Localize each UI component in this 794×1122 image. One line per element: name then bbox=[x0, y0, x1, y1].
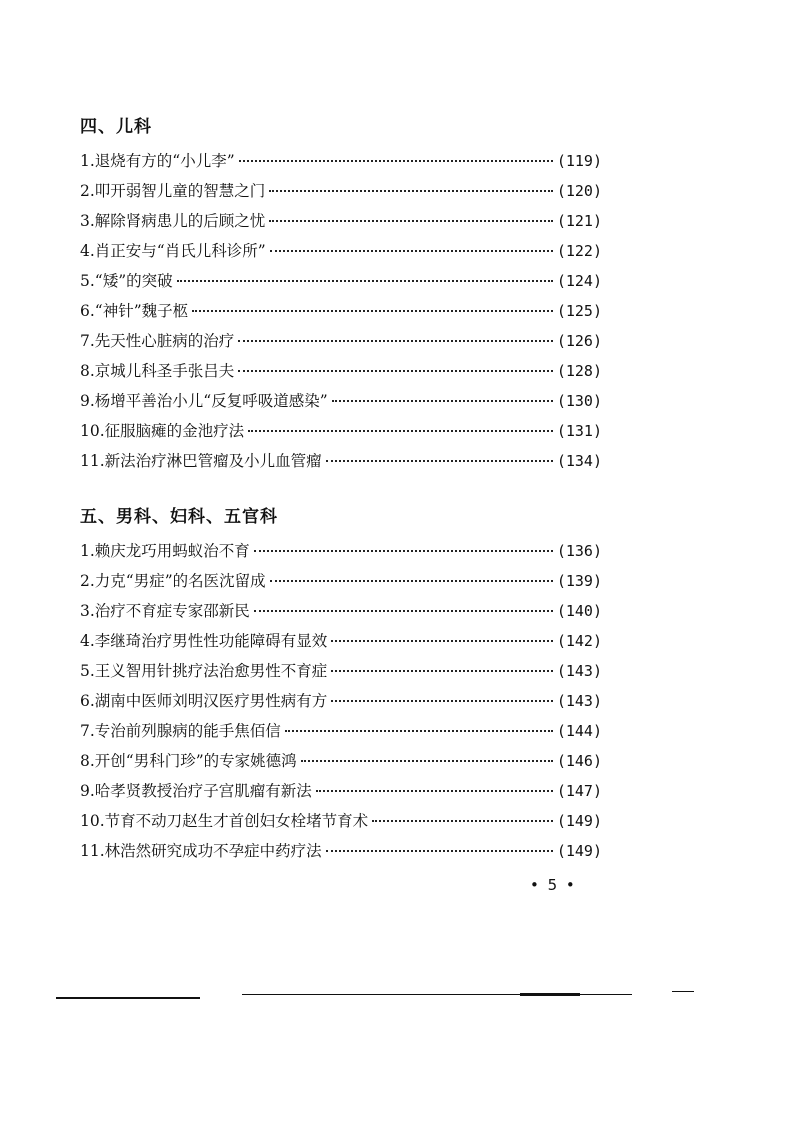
entry-page: (136) bbox=[556, 542, 602, 560]
scan-artifact-line bbox=[520, 993, 580, 996]
entry-page: (147) bbox=[556, 782, 602, 800]
entry-page: (143) bbox=[556, 662, 602, 680]
entry-title: 力克“男症”的名医沈留成 bbox=[94, 572, 266, 590]
entry-title: “矮”的突破 bbox=[94, 272, 173, 290]
dot-leader bbox=[192, 310, 553, 312]
dot-leader bbox=[254, 610, 553, 612]
entry-page: (144) bbox=[556, 722, 602, 740]
toc-entry bbox=[80, 836, 602, 866]
entry-page: (128) bbox=[556, 362, 602, 380]
dot-leader bbox=[332, 400, 553, 402]
entry-title: 林浩然研究成功不孕症中药疗法 bbox=[104, 842, 322, 860]
entry-title: 王义智用针挑疗法治愈男性不育症 bbox=[94, 662, 328, 680]
entry-number: 11. bbox=[80, 452, 105, 470]
entry-number: 1. bbox=[80, 152, 95, 170]
entry-title: 治疗不育症专家邵新民 bbox=[94, 602, 250, 620]
entry-page: (124) bbox=[556, 272, 602, 290]
dot-leader bbox=[372, 820, 553, 822]
toc-entry bbox=[80, 446, 602, 476]
entry-number: 7. bbox=[80, 722, 95, 740]
entry-page: (125) bbox=[556, 302, 602, 320]
entry-number: 5. bbox=[80, 272, 95, 290]
dot-leader bbox=[331, 670, 553, 672]
entry-page: (130) bbox=[556, 392, 602, 410]
entry-number: 6. bbox=[80, 692, 95, 710]
section-title-andrology-gynecology-ent: 五、男科、妇科、五官科 bbox=[80, 507, 278, 527]
toc-entry bbox=[80, 566, 602, 596]
entry-page: (140) bbox=[556, 602, 602, 620]
toc-entry bbox=[80, 356, 602, 386]
dot-leader bbox=[269, 190, 553, 192]
entry-number: 6. bbox=[80, 302, 95, 320]
entry-number: 8. bbox=[80, 752, 95, 770]
toc-entry bbox=[80, 626, 602, 656]
toc-entry bbox=[80, 326, 602, 356]
entry-title: 京城儿科圣手张吕夫 bbox=[94, 362, 235, 380]
entry-title: 节育不动刀赵生才首创妇女栓堵节育术 bbox=[104, 812, 369, 830]
entry-title: 征服脑瘫的金池疗法 bbox=[104, 422, 245, 440]
toc-entry bbox=[80, 236, 602, 266]
entry-page: (146) bbox=[556, 752, 602, 770]
entry-title: 湖南中医师刘明汉医疗男性病有方 bbox=[94, 692, 328, 710]
entry-number: 10. bbox=[80, 422, 105, 440]
entry-page: (131) bbox=[556, 422, 602, 440]
page-number: • 5 • bbox=[530, 876, 577, 894]
entry-number: 3. bbox=[80, 212, 95, 230]
entry-page: (122) bbox=[556, 242, 602, 260]
toc-entry bbox=[80, 656, 602, 686]
entry-title: “神针”魏子柩 bbox=[94, 302, 189, 320]
scan-artifact-line bbox=[56, 997, 200, 999]
entry-title: 退烧有方的“小儿李” bbox=[94, 152, 235, 170]
toc-entry bbox=[80, 596, 602, 626]
entry-number: 4. bbox=[80, 242, 95, 260]
entry-number: 2. bbox=[80, 572, 95, 590]
dot-leader bbox=[270, 580, 553, 582]
toc-entry bbox=[80, 206, 602, 236]
entry-number: 3. bbox=[80, 602, 95, 620]
toc-entry bbox=[80, 146, 602, 176]
dot-leader bbox=[331, 640, 553, 642]
entry-title: 先天性心脏病的治疗 bbox=[94, 332, 235, 350]
entry-title: 专治前列腺病的能手焦佰信 bbox=[94, 722, 281, 740]
entry-page: (120) bbox=[556, 182, 602, 200]
entry-number: 4. bbox=[80, 632, 95, 650]
entry-page: (134) bbox=[556, 452, 602, 470]
dot-leader bbox=[254, 550, 553, 552]
dot-leader bbox=[177, 280, 553, 282]
entry-number: 7. bbox=[80, 332, 95, 350]
dot-leader bbox=[331, 700, 553, 702]
toc-entry bbox=[80, 716, 602, 746]
toc-entry bbox=[80, 386, 602, 416]
dot-leader bbox=[239, 160, 553, 162]
dot-leader bbox=[270, 250, 553, 252]
toc-entry bbox=[80, 416, 602, 446]
toc-entry bbox=[80, 746, 602, 776]
toc-list-andrology-gynecology-ent bbox=[80, 536, 602, 866]
entry-page: (126) bbox=[556, 332, 602, 350]
entry-title: 新法治疗淋巴管瘤及小儿血管瘤 bbox=[104, 452, 322, 470]
toc-entry bbox=[80, 176, 602, 206]
toc-entry bbox=[80, 806, 602, 836]
toc-entry bbox=[80, 686, 602, 716]
entry-title: 肖正安与“肖氏儿科诊所” bbox=[94, 242, 266, 260]
dot-leader bbox=[238, 340, 553, 342]
entry-title: 赖庆龙巧用蚂蚁治不育 bbox=[94, 542, 250, 560]
toc-entry bbox=[80, 296, 602, 326]
toc-entry bbox=[80, 776, 602, 806]
toc-entry bbox=[80, 536, 602, 566]
toc-entry bbox=[80, 266, 602, 296]
entry-number: 5. bbox=[80, 662, 95, 680]
entry-number: 2. bbox=[80, 182, 95, 200]
entry-page: (143) bbox=[556, 692, 602, 710]
dot-leader bbox=[285, 730, 553, 732]
dot-leader bbox=[248, 430, 553, 432]
entry-title: 开创“男科门珍”的专家姚德鸿 bbox=[94, 752, 297, 770]
entry-title: 杨增平善治小儿“反复呼吸道感染” bbox=[94, 392, 328, 410]
entry-page: (139) bbox=[556, 572, 602, 590]
entry-page: (121) bbox=[556, 212, 602, 230]
entry-title: 解除肾病患儿的后顾之忧 bbox=[94, 212, 266, 230]
entry-page: (119) bbox=[556, 152, 602, 170]
entry-title: 哈孝贤教授治疗子宫肌瘤有新法 bbox=[94, 782, 312, 800]
entry-number: 9. bbox=[80, 392, 95, 410]
entry-title: 李继琦治疗男性性功能障碍有显效 bbox=[94, 632, 328, 650]
entry-title: 叩开弱智儿童的智慧之门 bbox=[94, 182, 266, 200]
entry-page: (142) bbox=[556, 632, 602, 650]
dot-leader bbox=[316, 790, 553, 792]
entry-number: 8. bbox=[80, 362, 95, 380]
entry-number: 1. bbox=[80, 542, 95, 560]
dot-leader bbox=[326, 460, 553, 462]
dot-leader bbox=[301, 760, 553, 762]
entry-page: (149) bbox=[556, 812, 602, 830]
scan-artifact-line bbox=[672, 991, 694, 992]
entry-number: 10. bbox=[80, 812, 105, 830]
entry-number: 9. bbox=[80, 782, 95, 800]
section-title-pediatrics: 四、儿科 bbox=[80, 117, 152, 137]
entry-page: (149) bbox=[556, 842, 602, 860]
dot-leader bbox=[269, 220, 553, 222]
entry-number: 11. bbox=[80, 842, 105, 860]
dot-leader bbox=[326, 850, 553, 852]
toc-list-pediatrics bbox=[80, 146, 602, 476]
dot-leader bbox=[238, 370, 553, 372]
